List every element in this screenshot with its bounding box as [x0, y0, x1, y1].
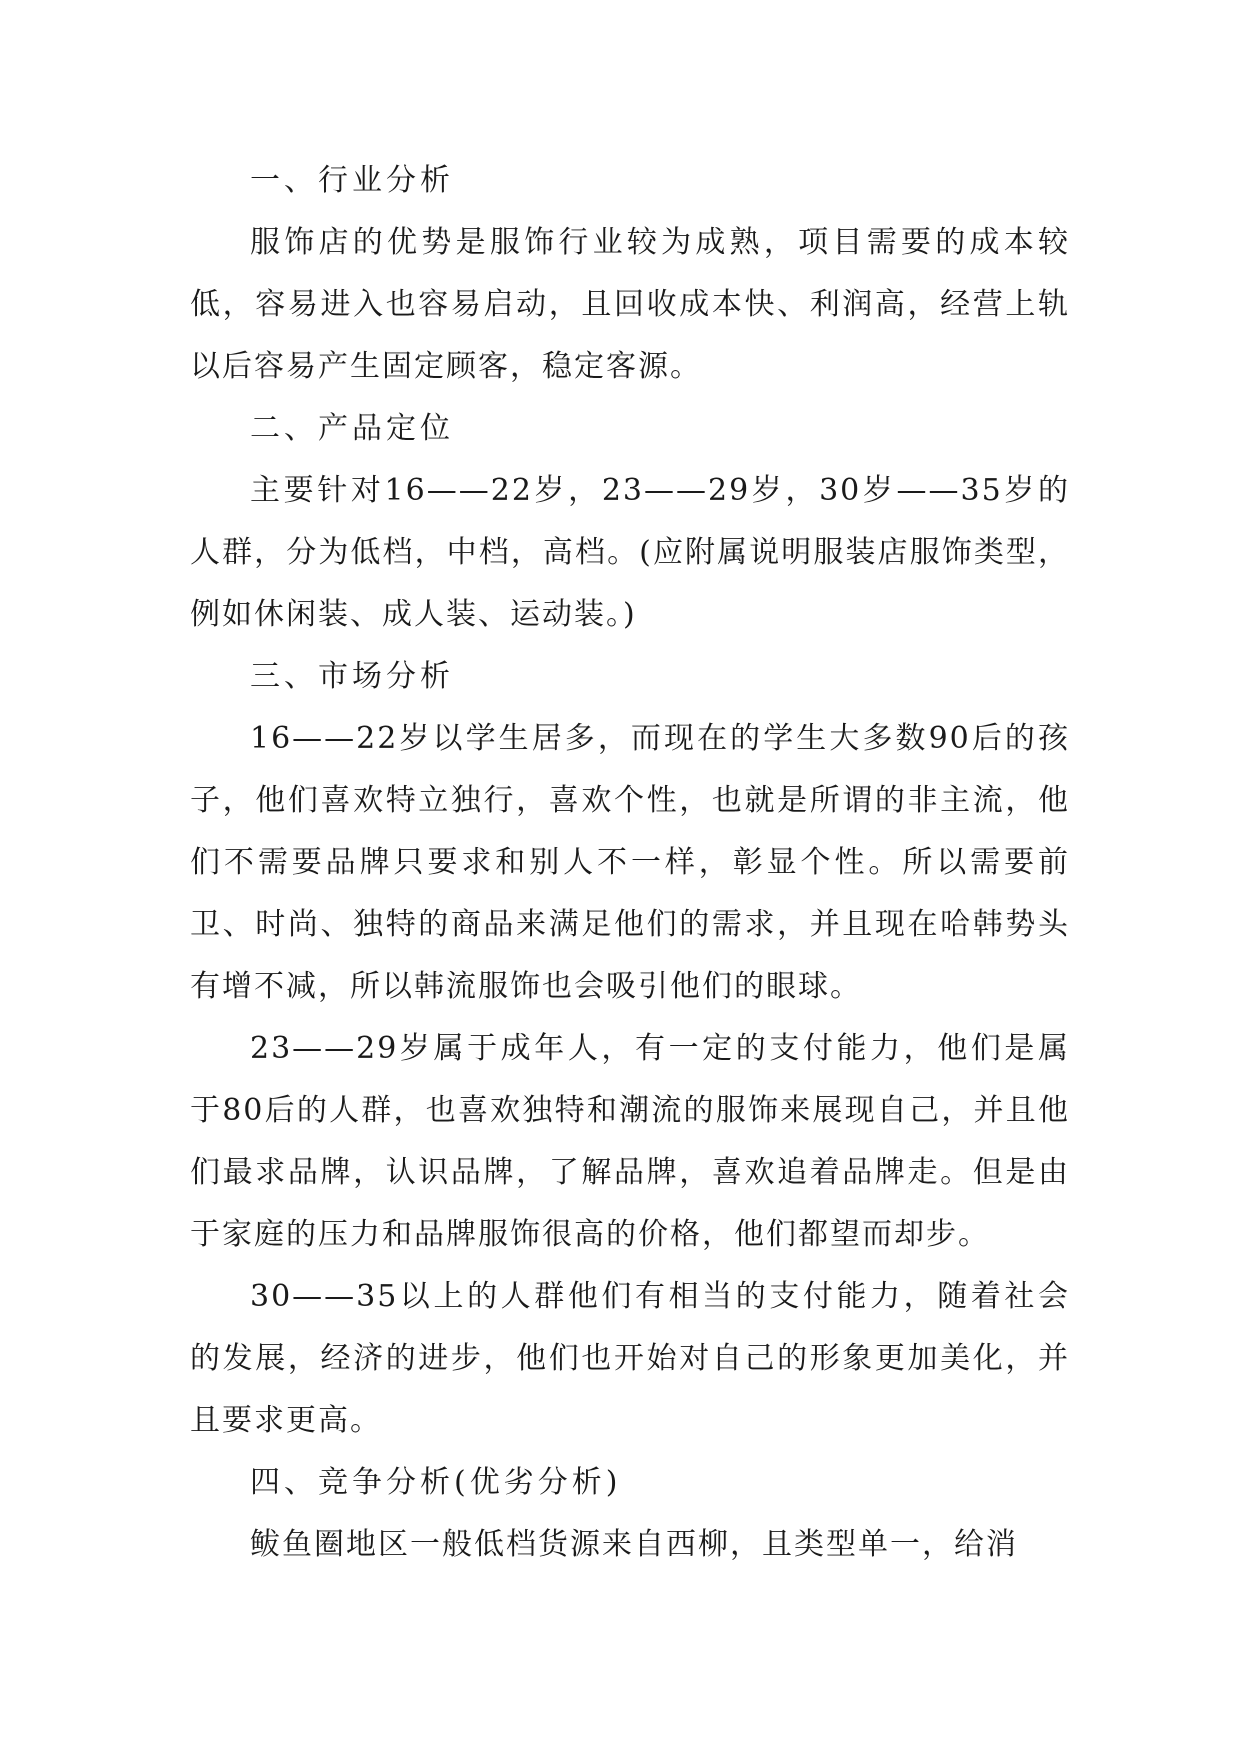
- section-heading-industry-analysis: 一、行业分析: [250, 163, 454, 198]
- paragraph-competition-analysis: 鲅鱼圈地区一般低档货源来自西柳，且类型单一，给消: [250, 1527, 1018, 1562]
- paragraph-market-30-35: 30——35以上的人群他们有相当的支付能力，随着社会的发展，经济的进步，他们也开始对自己的形象更加美化，并且要求更高。: [190, 1279, 1070, 1438]
- section-heading-competition-analysis: 四、竞争分析(优劣分析): [250, 1465, 622, 1500]
- paragraph-market-23-29: 23——29岁属于成年人，有一定的支付能力，他们是属于80后的人群，也喜欢独特和潮流的服饰来展现自己，并且他们最求品牌，认识品牌，了解品牌，喜欢追着品牌走。但是由于家庭的压力和品牌服饰很高的价格，他们都望而却步。: [190, 1031, 1070, 1252]
- section-heading-product-positioning: 二、产品定位: [250, 411, 454, 446]
- document-page: [190, 150, 1070, 1576]
- section-heading-market-analysis: 三、市场分析: [250, 659, 454, 694]
- paragraph-market-16-22: 16——22岁以学生居多，而现在的学生大多数90后的孩子，他们喜欢特立独行，喜欢个性，也就是所谓的非主流，他们不需要品牌只要求和别人不一样，彰显个性。所以需要前卫、时尚、独特的商品来满足他们的需求，并且现在哈韩势头有增不减，所以韩流服饰也会吸引他们的眼球。: [190, 721, 1070, 1004]
- paragraph-product-positioning: 主要针对16——22岁，23——29岁，30岁——35岁的人群，分为低档，中档，高档。(应附属说明服装店服饰类型，例如休闲装、成人装、运动装。): [190, 473, 1070, 632]
- paragraph-industry-analysis: 服饰店的优势是服饰行业较为成熟，项目需要的成本较低，容易进入也容易启动，且回收成本快、利润高，经营上轨以后容易产生固定顾客，稳定客源。: [190, 225, 1070, 384]
